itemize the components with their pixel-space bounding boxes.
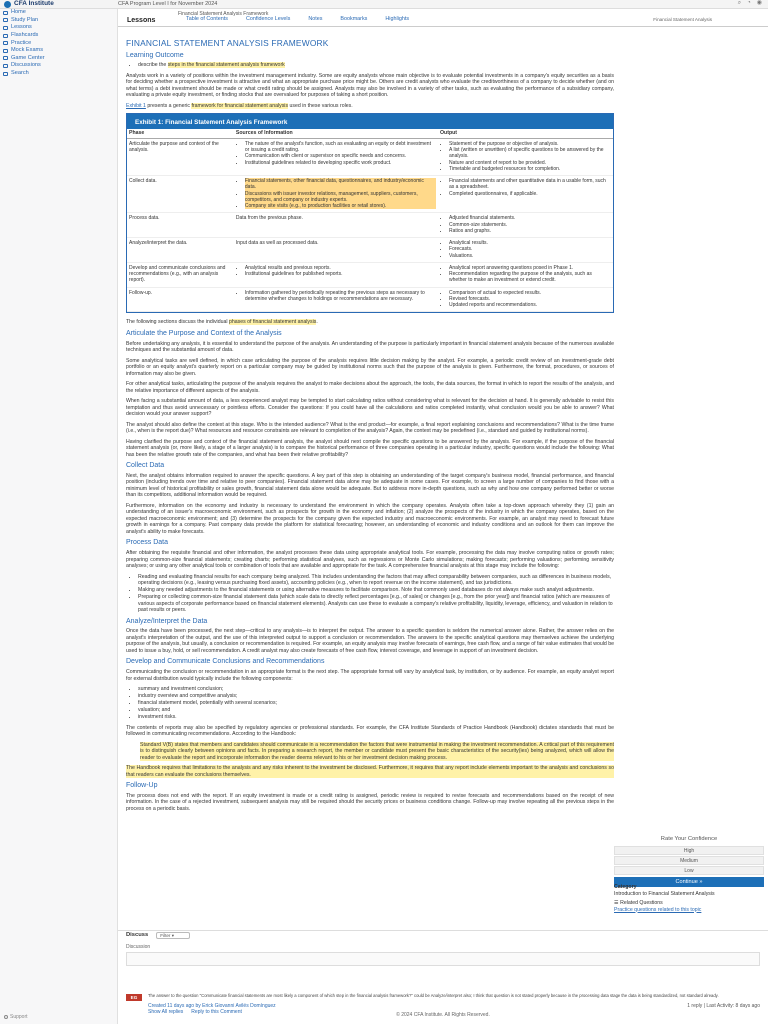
sources-cell	[234, 138, 438, 175]
phase-cell: Follow-up.	[127, 287, 234, 312]
sources-cell	[234, 262, 438, 287]
sidebar-item-lessons[interactable]	[0, 24, 117, 32]
program-selector[interactable]: CFA Program Level I for November 2024	[118, 0, 218, 7]
table-row	[127, 138, 613, 175]
discussions-icon	[3, 64, 8, 68]
brand-name: CFA Institute	[14, 0, 54, 7]
list-item: • Financial statements and other quantitative data in a usable form, such as a spreadsheet.	[449, 178, 611, 191]
phase-cell: Analyze/interpret the data.	[127, 238, 234, 263]
tab-table-of-contents[interactable]: Table of Contents	[186, 16, 228, 22]
tab-highlights[interactable]: Highlights	[385, 16, 410, 22]
outputs-cell	[438, 138, 613, 175]
list-item: • Information gathered by periodically repeating the previous steps as necessary to determine whether changes to holdings or recommendations are necessary.	[245, 290, 436, 303]
category-label: Category	[614, 884, 637, 890]
paragraph: When facing a substantial amount of data, a less experienced analyst may be tempted to start calculating ratios without considering what is relevant for the decision at hand. It is generally advisable to resist this temptation and thus avoid unnecessary or pointless efforts. Consider the questions: If you could have all the calculations and ratios completed instantly, what conclusion would you be able to answer? What decision would your answer support?	[126, 398, 614, 417]
sidebar-item-mock-exams[interactable]	[0, 47, 117, 55]
phases-intro: The following sections discuss the individual phases of financial statement analysis.	[126, 319, 318, 326]
paragraph: Once the data have been processed, the next step—critical to any analysis—is to interpret the output. The answer to a specific question is seldom the numerical answer alone. Rather, the answer relies on the analyst's interpretation of the output, and the use of this interpreted output to support a conclusion or recommendation. The answers to the specific analytical questions may themselves achieve the underlying purpose of the analysis, but usually, a conclusion or recommendation is required. For example, an equity analysis may involve forecasts of earnings, free cash flow, and a range of fair value estimates that would be used to issue a buy, hold, or sell recommendation. A credit analyst may also create forecasts of free cash flow, interest coverage, and leverage in support of an investment decision.	[126, 628, 614, 654]
table-row	[127, 262, 613, 287]
sidebar-item-label: Mock Exams	[11, 47, 44, 54]
phase-cell: Articulate the purpose and context of the analysis.	[127, 138, 234, 175]
page-title: FINANCIAL STATEMENT ANALYSIS FRAMEWORK	[126, 38, 329, 48]
top-bar	[0, 0, 768, 9]
rate-confidence-panel	[614, 836, 764, 887]
paragraph: For other analytical tasks, articulating the purpose of the analysis requires the analyst to make decisions about the approach, the tools, the data sources, the format in which to report the results of the analysis, and the relative importance of different aspects of the analysis.	[126, 381, 614, 394]
outputs-cell	[438, 287, 613, 312]
tab-bookmarks[interactable]: Bookmarks	[340, 16, 368, 22]
exhibit-link[interactable]: Exhibit 1	[126, 102, 146, 109]
list-item: • Preparing or collecting common-size financial statement data (which scale data to directly reflect percentages [e.g., of sales] or changes [e.g., from the prior year]) and financial ratios (which are measures of various aspects of corporate performance based on financial statement elements). Analysts can use these to evaluate a company's relative profitability, liquidity, leverage, efficiency, and valuation in relation to past results or peers.	[138, 594, 614, 614]
exam-icon	[3, 49, 8, 53]
sidebar-item-label: Home	[11, 9, 26, 16]
sidebar-item-game-center[interactable]	[0, 55, 117, 63]
sources-cell: Data from the previous phase.	[234, 213, 438, 238]
list-item: • The nature of the analyst's function, such as evaluating an equity or debt investment or issuing a credit rating.	[245, 141, 436, 154]
learning-outcome: • describe the steps in the financial statement analysis framework	[138, 62, 614, 69]
list-item: • Updated reports and recommendations.	[449, 302, 611, 308]
list-item: • valuation; and	[138, 707, 614, 714]
tab-notes[interactable]: Notes	[308, 16, 323, 22]
section-analyze-heading: Analyze/Interpret the Data	[126, 617, 208, 625]
reply-link[interactable]: Reply to this Comment	[191, 1009, 242, 1016]
support-icon	[4, 1015, 8, 1019]
tab-confidence-levels[interactable]: Confidence Levels	[245, 16, 291, 22]
show-all-replies-link[interactable]: Show All replies	[148, 1009, 184, 1016]
list-item: • summary and investment conclusion;	[138, 686, 614, 693]
rate-title: Rate Your Confidence	[660, 836, 718, 842]
paragraph: Some analytical tasks are well defined, in which case articulating the purpose of the analysis requires little decision making by the analyst. For example, a periodic credit review of an investment-grade debt portfolio or an equity analyst's quarterly report on a particular company may be guided by institutional norms such that the purpose of the analysis is given. Furthermore, the format, procedures, or sources of information may also be given.	[126, 357, 614, 377]
paragraph: The analyst should also define the context at this stage. Who is the intended audience? What is the end product—for example, a final report explaining conclusions and recommendations? What is the time frame (i.e., when is the report due)? What resources and resource constraints are relevant to completion of the analysis? Again, the context may be predefined (i.e., standard and guided by institutional norms).	[126, 421, 614, 434]
phase-cell: Process data.	[127, 213, 234, 238]
paragraph: Next, the analyst obtains information required to answer the specific questions. A key part of this step is obtaining an understanding of the target company's business model, financial performance, and financial position (including trends over time and relative to peer companies). Financial statement data alone may be adequate in some cases. For example, to screen a large number of companies to find those with a minimum level of historical profitability or sales growth, financial statement data alone would be adequate. But to address more in-depth questions, such as why and how one company performed better or worse than its competitors, additional information would be required.	[126, 472, 614, 499]
list-item: • Financial statements, other financial data, questionnaires, and industry/economic data.	[245, 178, 436, 191]
search-icon[interactable]: ⌕	[737, 0, 742, 7]
list-item: • Making any needed adjustments to the financial statements or using alternative measures to facilitate comparison. Note that commonly used databases do not always make such analyst adjustments.	[138, 587, 614, 594]
category-panel	[614, 884, 764, 913]
exhibit-heading: Exhibit 1: Financial Statement Analysis Framework	[127, 114, 613, 129]
brand[interactable]	[0, 0, 118, 8]
section-purpose-heading: Articulate the Purpose and Context of the Analysis	[126, 329, 282, 337]
list-item: • financial statement model, potentially with several scenarios;	[138, 700, 614, 707]
paragraph: After obtaining the requisite financial and other information, the analyst processes these data using appropriate analytical tools. For example, processing the data may involve computing ratios or growth rates; preparing common-size financial statements; creating charts; performing statistical analyses, such as regressions or Monte Carlo simulations; making forecasts; performing valuations; performing sensitivity analyses; or using any other analytical tools or combination of tools that are available and appropriate for the task. A comprehensive financial analysis at this stage may include the following:	[126, 550, 614, 569]
list-item: • Institutional guidelines for published reports.	[245, 271, 436, 277]
list-item: • Statement of the purpose or objective of analysis.	[449, 141, 611, 147]
confidence-medium-button[interactable]: Medium	[614, 856, 764, 865]
book-icon	[3, 26, 8, 30]
sidebar-item-practice[interactable]	[0, 39, 117, 47]
list-item: • Analytical results and previous reports.	[245, 265, 436, 271]
outputs-cell	[438, 176, 613, 213]
topic-title: Financial Statement Analysis	[653, 17, 712, 22]
sidebar	[0, 9, 118, 1024]
list-item: • Reading and evaluating financial results for each company being analyzed. This includes understanding the factors that may affect comparability between companies, such as differences in business models, operating decisions (e.g., leasing versus purchasing fixed assets), accounting policies (e.g., when to report revenue on the income statement), and tax jurisdictions.	[138, 574, 614, 587]
discussion-section	[118, 930, 768, 966]
sidebar-item-search[interactable]	[0, 70, 117, 78]
outputs-cell	[438, 213, 613, 238]
table-row	[127, 238, 613, 263]
outputs-cell	[438, 238, 613, 263]
post-text: The answer to the question "Communicate financial statements are most likely a component of which step in the financial analysis framework?" could be Analyze/interpret also; I think that question is not stated properly because in the processing data stage the data is being standardized, not standard already.	[148, 993, 719, 998]
list-item: • Nature and content of report to be provided.	[449, 160, 611, 166]
study-plan-icon	[3, 18, 8, 22]
home-icon	[3, 11, 8, 15]
related-questions: ☰ Related Questions	[614, 900, 663, 906]
list-item: • Common-size statements.	[449, 222, 611, 228]
list-item: • Adjusted financial statements.	[449, 215, 611, 221]
sidebar-item-home[interactable]	[0, 9, 117, 17]
footer: © 2024 CFA Institute. All Rights Reserved.	[396, 1012, 490, 1018]
paragraph: Communicating the conclusion or recommendation in an appropriate format is the next step. The appropriate format will vary by analytical task, by institution, or by audience. For example, an equity analyst report for external distribution would typically include the following components:	[126, 669, 614, 682]
list-item: • Comparison of actual to expected results.	[449, 290, 611, 296]
report-components-list	[138, 686, 614, 721]
support-link[interactable]: Support	[4, 1014, 28, 1020]
sources-cell: Input data as well as processed data.	[234, 238, 438, 263]
paragraph: Furthermore, information on the economy and industry is necessary to understand the environment in which the company operates. Analysts often take a top-down approach whereby they (1) gain an understanding of an issuer's macroeconomic environment, such as prospects for growth in the economy and inflation; (2) analyze the prospects of the industry in which the company operates, based on the expected macroeconomic environment; and (3) determine the prospects for the company given the expected industry and macroeconomic environments. For example, an analyst may need to forecast future growth in earnings for a company. Past company data provide the platform for statistical forecasting; however, an understanding of economic and industry conditions and an outlook for them can improve the analyst's ability to make forecasts.	[126, 502, 614, 535]
paragraph: The process does not end with the report. If an equity investment is made or a credit rating is assigned, periodic review is required to revise forecasts and recommendations based on the receipt of new information. In the case of a rejected investment, subsequent analysis may still be required should the security prices or business conditions change. Follow-up may involve repeating all the previous steps in the process on a periodic basis.	[126, 792, 614, 812]
lessons-title: Lessons	[127, 17, 156, 24]
outputs-cell	[438, 262, 613, 287]
sources-cell	[234, 287, 438, 312]
learning-outcome-heading: Learning Outcome	[126, 51, 184, 59]
list-item: • Discussions with issuer investor relations, management, suppliers, customers, competitors, and company or industry experts.	[245, 191, 436, 204]
list-item: • investment risks.	[138, 714, 614, 721]
list-item: • A list (written or unwritten) of specific questions to be answered by the analysis.	[449, 147, 611, 160]
sidebar-item-label: Study Plan	[11, 16, 39, 23]
learning-outcome-list	[138, 62, 614, 69]
related-questions-link[interactable]: Practice questions related to this topic	[614, 906, 702, 913]
discussion-input[interactable]	[126, 952, 760, 966]
sidebar-item-study-plan[interactable]	[0, 17, 117, 25]
paragraph: Before undertaking any analysis, it is essential to understand the purpose of the analysis. An understanding of the purpose is particularly important in financial statement analysis because of the numerous available techniques and the substantial amount of data.	[126, 340, 614, 353]
process-list	[138, 574, 614, 614]
table-row	[127, 213, 613, 238]
col-output: Output	[438, 129, 613, 138]
post-stats: 1 reply | Last Activity: 8 days ago	[687, 1003, 760, 1009]
lesson-header	[118, 9, 768, 27]
sidebar-item-label: Lessons	[11, 24, 32, 31]
sidebar-item-discussions[interactable]	[0, 62, 117, 70]
phase-cell: Develop and communicate conclusions and recommendations (e.g., with an analysis report).	[127, 262, 234, 287]
list-item: • Timetable and budgeted resources for completion.	[449, 166, 611, 172]
col-sources: Sources of Information	[234, 129, 438, 138]
table-row	[127, 176, 613, 213]
sidebar-item-label: Search	[11, 70, 29, 77]
discussion-label: Discussion	[126, 944, 151, 950]
paragraph: Having clarified the purpose and context of the financial statement analysis, the analyst should next compile the specific questions to be answered by the analysis. For example, if the purpose of the financial statement analysis (or, more likely, a stage of a larger analysis) is to compare the historical performance of three companies operating in a particular industry, specific questions would include the following: What has been the relative growth rate of the companies, and what has been their relative profitability?	[126, 438, 614, 458]
paragraph: The contents of reports may also be specified by regulatory agencies or professional standards. For example, the CFA Institute Standards of Practice Handbook (Handbook) dictates standards that must be followed in communicating recommendations. According to the Handbook:	[126, 724, 614, 737]
cfa-logo-icon	[4, 1, 11, 8]
section-collect-heading: Collect Data	[126, 462, 165, 469]
sidebar-item-label: Game Center	[11, 54, 45, 61]
sidebar-item-label: Practice	[11, 39, 32, 46]
game-icon	[3, 56, 8, 60]
section-followup-heading: Follow-Up	[126, 782, 158, 789]
discuss-title: Discuss	[126, 931, 149, 938]
exhibit-1	[126, 113, 614, 313]
list-item: • Forecasts.	[449, 246, 611, 252]
sidebar-item-flashcards[interactable]	[0, 32, 117, 40]
paragraph: The Handbook requires that limitations to the analysis and any risks inherent to the investment be disclosed. Furthermore, it requires that any report include elements important to the analysis and conclusions so that readers can evaluate the conclusions themselves.	[126, 765, 614, 778]
sidebar-item-label: Discussions	[11, 62, 41, 69]
list-item: • Communication with client or supervisor on specific needs and concerns.	[245, 153, 436, 159]
notification-icon[interactable]: ◔	[747, 0, 751, 7]
sources-cell	[234, 176, 438, 213]
flashcards-icon	[3, 34, 8, 38]
sidebar-item-label: Flashcards	[11, 32, 39, 39]
exhibit-reference: Exhibit 1 presents a generic framework for financial statement analysis used in these various roles.	[126, 102, 353, 109]
avatar: EG	[126, 994, 142, 1001]
lesson-content	[126, 38, 614, 816]
list-item: • industry overview and competitive analysis;	[138, 693, 614, 700]
confidence-high-button[interactable]: High	[614, 846, 764, 855]
post-created: Created 11 days ago by Erick Giovanni Avilés Domínguez	[148, 1003, 276, 1009]
framework-table	[127, 129, 613, 312]
filter-dropdown[interactable]: Filter ▾	[156, 932, 190, 939]
continue-button[interactable]: Continue »	[614, 877, 764, 887]
list-item: • Analytical report answering questions posed in Phase 1.	[449, 265, 611, 271]
intro-paragraph: Analysts work in a variety of positions within the investment management industry. Some are equity analysts whose main objective is to evaluate potential investments in a company's equity securities as a basis for deciding whether a prospective investment is attractive and what an appropriate purchase price might be. Others are credit analysts who evaluate the creditworthiness of a company to decide whether (and on what terms) a debt investment should be made or what credit rating should be assigned. Analysts may also be involved in a variety of other tasks, such as evaluating the performance of a subsidiary company, evaluating a private equity investment, or finding stocks that are overvalued for purposes of taking a short position.	[126, 72, 614, 99]
confidence-low-button[interactable]: Low	[614, 866, 764, 875]
search-icon	[3, 72, 8, 76]
section-process-heading: Process Data	[126, 539, 169, 547]
practice-icon	[3, 41, 8, 45]
category-value: Introduction to Financial Statement Analysis	[614, 890, 715, 897]
list-item: • Institutional guidelines related to developing specific work product.	[245, 160, 436, 166]
list-item: • Company site visits (e.g., to production facilities or retail stores).	[245, 203, 436, 209]
list-item: • Valuations.	[449, 253, 611, 259]
list-item: • Analytical results.	[449, 240, 611, 246]
list-item: • Completed questionnaires, if applicable.	[449, 191, 611, 197]
account-icon[interactable]: ◉	[756, 0, 762, 7]
handbook-quote: Standard V(B) states that members and candidates should communicate in a recommendation the factors that were instrumental in making the investment recommendation. A critical part of this requirement is to distinguish clearly between opinions and facts. In preparing a research report, the member or candidate must present the basic characteristics of the security(ies) being analyzed, which will allow the reader to evaluate the report and incorporate information the reader deems relevant to his or her investment decision making process.	[140, 741, 614, 761]
table-row	[127, 287, 613, 312]
section-communicate-heading: Develop and Communicate Conclusions and Recommendations	[126, 658, 325, 666]
list-item: • Ratios and graphs.	[449, 228, 611, 234]
breadcrumb[interactable]: Financial Statement Analysis Framework	[178, 11, 269, 17]
col-phase: Phase	[127, 129, 234, 138]
list-item: • Recommendation regarding the purpose of the analysis, such as whether to make an investment or extend credit.	[449, 271, 611, 284]
phase-cell: Collect data.	[127, 176, 234, 213]
list-item: • Revised forecasts.	[449, 296, 611, 302]
